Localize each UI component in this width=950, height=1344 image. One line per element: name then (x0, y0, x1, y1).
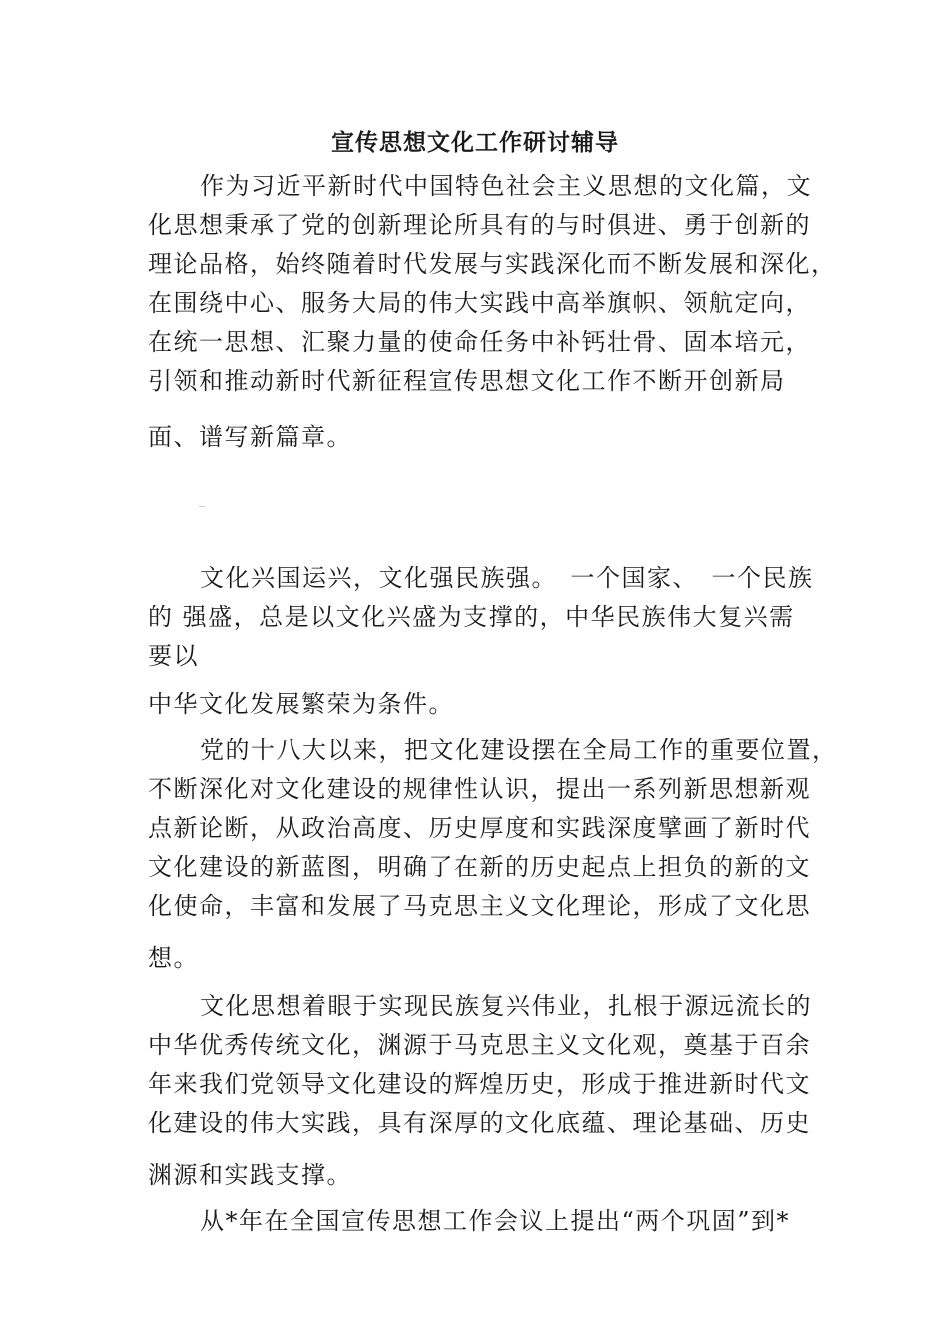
paragraph-3-line-6: 想。 (148, 944, 199, 972)
paragraph-1-line-4: 在围绕中心、服务大局的伟大实践中高举旗帜、领航定向， (148, 289, 811, 317)
paragraph-4-line-4: 化建设的伟大实践，具有深厚的文化底蕴、理论基础、历史 (148, 1109, 811, 1137)
paragraph-3-line-3: 点新论断，从政治高度、历史厚度和实践深度擘画了新时代 (148, 814, 811, 842)
paragraph-3-line-5: 化使命，丰富和发展了马克思主义文化理论，形成了文化思 (148, 892, 811, 920)
paragraph-3-line-2: 不断深化对文化建设的规律性认识，提出一系列新思想新观 (148, 775, 811, 803)
paragraph-1-line-7: 面、谱写新篇章。 (148, 423, 352, 451)
paragraph-5-line-1: 从*年在全国宣传思想工作会议上提出“两个巩固”到* (200, 1207, 791, 1235)
paragraph-2-line-1: 文化兴国运兴，文化强民族强。 一个国家、 一个民族 (200, 564, 814, 592)
paragraph-1-line-3: 理论品格，始终随着时代发展与实践深化而不断发展和深化， (148, 250, 837, 278)
paragraph-1-line-5: 在统一思想、汇聚力量的使命任务中补钙壮骨、固本培元， (148, 328, 811, 356)
paragraph-4-line-1: 文化思想着眼于实现民族复兴伟业，扎根于源远流长的 (200, 992, 812, 1020)
paragraph-4-line-5: 渊源和实践支撑。 (148, 1161, 352, 1189)
paragraph-4-line-2: 中华优秀传统文化，渊源于马克思主义文化观，奠基于百余 (148, 1031, 811, 1059)
paragraph-2-line-3: 要以 (148, 642, 199, 670)
paragraph-3-line-1: 党的十八大以来，把文化建设摆在全局工作的重要位置， (200, 736, 838, 764)
paragraph-1-line-1: 作为习近平新时代中国特色社会主义思想的文化篇，文 (200, 172, 812, 200)
document-title: 宣传思想文化工作研讨辅导 (331, 129, 619, 156)
paragraph-2-line-4: 中华文化发展繁荣为条件。 (148, 690, 454, 718)
paragraph-3-line-4: 文化建设的新蓝图，明确了在新的历史起点上担负的新的文 (148, 853, 811, 881)
paragraph-1-line-2: 化思想秉承了党的创新理论所具有的与时俱进、勇于创新的 (148, 211, 811, 239)
paragraph-1-line-6: 引领和推动新时代新征程宣传思想文化工作不断开创新局 (148, 367, 786, 395)
scan-mark (199, 506, 205, 507)
paragraph-2-line-2: 的 强盛，总是以文化兴盛为支撑的，中华民族伟大复兴需 (148, 603, 795, 631)
paragraph-4-line-3: 年来我们党领导文化建设的辉煌历史，形成于推进新时代文 (148, 1070, 811, 1098)
